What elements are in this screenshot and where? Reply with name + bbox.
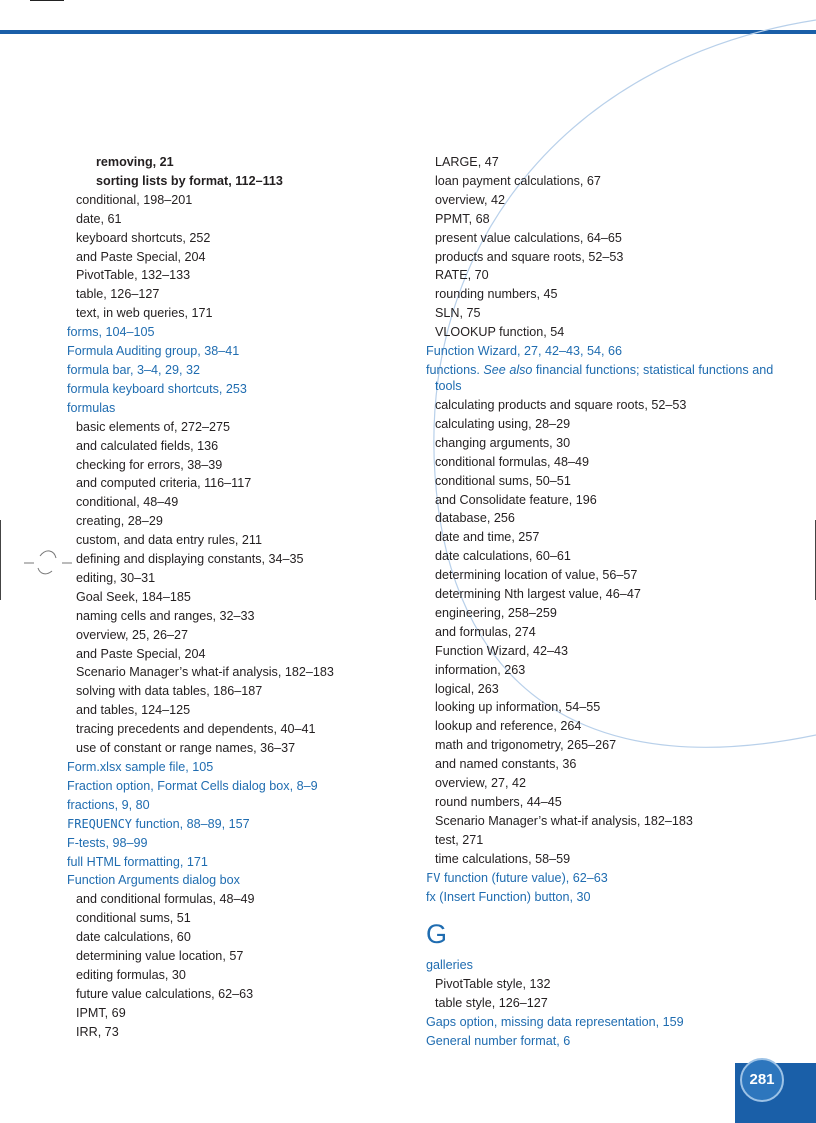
index-entry[interactable]: fractions, 9, 80: [67, 797, 150, 812]
index-entry[interactable]: [67, 815, 407, 834]
index-subentry: time calculations, 58–59: [435, 851, 571, 866]
index-entry[interactable]: F-tests, 98–99: [67, 835, 148, 850]
index-subentry: conditional, 198–201: [76, 192, 193, 207]
index-entry[interactable]: formula bar, 3–4, 29, 32: [67, 362, 201, 377]
index-subentry: information, 263: [435, 662, 526, 677]
index-subentry: custom, and data entry rules, 211: [76, 533, 262, 548]
index-entry[interactable]: [426, 362, 786, 394]
index-subentry: lookup and reference, 264: [435, 719, 582, 734]
index-subentry: test, 271: [435, 832, 484, 847]
index-subentry: determining Nth largest value, 46–47: [435, 587, 641, 602]
index-subentry: basic elements of, 272–275: [76, 419, 231, 434]
index-subentry: tracing precedents and dependents, 40–41: [76, 722, 316, 737]
index-subentry: removing, 21: [96, 155, 174, 169]
index-subentry: loan payment calculations, 67: [435, 173, 601, 188]
index-subentry: database, 256: [435, 511, 515, 526]
index-entry[interactable]: Function Wizard, 27, 42–43, 54, 66: [426, 344, 623, 359]
index-subentry: editing, 30–31: [76, 570, 156, 585]
index-subentry: solving with data tables, 186–187: [76, 684, 263, 699]
entry-text: function, 88–89, 157: [135, 816, 250, 831]
index-entry[interactable]: forms, 104–105: [67, 325, 155, 340]
index-entry[interactable]: Form.xlsx sample file, 105: [67, 760, 214, 774]
index-column-right: [426, 153, 786, 1051]
index-subentry: and named constants, 36: [435, 757, 577, 772]
index-subentry: date and time, 257: [435, 530, 540, 545]
see-also-label: See also: [483, 362, 533, 377]
index-subentry: and Paste Special, 204: [76, 249, 206, 264]
index-subentry: calculating using, 28–29: [435, 416, 571, 431]
index-entry[interactable]: Fraction option, Format Cells dialog box, 8–9: [67, 778, 318, 793]
index-subentry: looking up information, 54–55: [435, 700, 601, 715]
index-subentry: Function Wizard, 42–43: [435, 643, 569, 658]
index-subentry: and Consolidate feature, 196: [435, 492, 597, 507]
index-subentry: IRR, 73: [76, 1024, 119, 1039]
index-subentry: and conditional formulas, 48–49: [76, 892, 255, 907]
index-subentry: SLN, 75: [435, 306, 481, 321]
index-entry[interactable]: formulas: [67, 400, 116, 415]
index-subentry: use of constant or range names, 36–37: [76, 741, 296, 756]
index-subentry: round numbers, 44–45: [435, 795, 562, 809]
index-subentry: Scenario Manager’s what-if analysis, 182–183: [76, 665, 334, 680]
index-subentry: date, 61: [76, 211, 122, 226]
index-entry[interactable]: Function Arguments dialog box: [67, 873, 240, 888]
index-subentry: engineering, 258–259: [435, 605, 557, 620]
code-term: FV: [426, 870, 441, 885]
index-subentry: keyboard shortcuts, 252: [76, 230, 211, 245]
index-subentry: overview, 42: [435, 192, 506, 207]
index-subentry: rounding numbers, 45: [435, 287, 558, 302]
index-subentry: conditional sums, 51: [76, 911, 191, 926]
index-subentry: PPMT, 68: [435, 211, 490, 226]
index-subentry: LARGE, 47: [435, 155, 499, 169]
index-subentry: sorting lists by format, 112–113: [96, 173, 283, 188]
index-subentry: date calculations, 60–61: [435, 549, 571, 564]
index-subentry: determining location of value, 56–57: [435, 568, 638, 583]
top-crop-mark: [30, 0, 64, 1]
index-subentry: math and trigonometry, 265–267: [435, 738, 617, 753]
index-subentry: checking for errors, 38–39: [76, 457, 223, 472]
index-subentry: defining and displaying constants, 34–35: [76, 552, 304, 567]
index-subentry: products and square roots, 52–53: [435, 249, 624, 264]
index-subentry: PivotTable, 132–133: [76, 268, 191, 283]
index-subentry: overview, 25, 26–27: [76, 627, 189, 642]
index-subentry: conditional formulas, 48–49: [435, 454, 590, 469]
index-subentry: VLOOKUP function, 54: [435, 325, 565, 340]
index-subentry: creating, 28–29: [76, 514, 163, 529]
index-subentry: present value calculations, 64–65: [435, 230, 622, 245]
see-also-targets: financial functions; statistical functions and tools: [435, 362, 774, 393]
index-subentry: Goal Seek, 184–185: [76, 589, 191, 604]
index-subentry: overview, 27, 42: [435, 776, 527, 791]
index-subentry: and tables, 124–125: [76, 703, 191, 718]
entry-text: function (future value), 62–63: [443, 870, 608, 885]
index-subentry: RATE, 70: [435, 268, 489, 283]
page-number: 281: [740, 1058, 784, 1102]
index-column-left: [67, 153, 407, 1042]
index-subentry: IPMT, 69: [76, 1005, 126, 1020]
index-entry[interactable]: Formula Auditing group, 38–41: [67, 344, 240, 359]
section-letter: G: [426, 919, 448, 950]
index-subentry: logical, 263: [435, 681, 499, 696]
index-subentry: calculating products and square roots, 52–53: [435, 397, 687, 412]
index-subentry: editing formulas, 30: [76, 967, 186, 982]
index-subentry: and computed criteria, 116–117: [76, 476, 252, 491]
index-subentry: naming cells and ranges, 32–33: [76, 608, 255, 623]
index-subentry: and Paste Special, 204: [76, 646, 206, 661]
index-subentry: determining value location, 57: [76, 949, 244, 964]
code-term: FREQUENCY: [67, 816, 133, 831]
index-subentry: Scenario Manager’s what-if analysis, 182–183: [435, 813, 693, 828]
index-subentry: PivotTable style, 132: [435, 977, 551, 992]
index-subentry: conditional sums, 50–51: [435, 473, 571, 488]
index-subentry: changing arguments, 30: [435, 435, 571, 450]
index-entry[interactable]: Gaps option, missing data representation, 159: [426, 1015, 684, 1030]
index-subentry: text, in web queries, 171: [76, 306, 213, 321]
index-subentry: table, 126–127: [76, 287, 160, 302]
index-subentry: and calculated fields, 136: [76, 438, 219, 453]
index-subentry: and formulas, 274: [435, 624, 536, 639]
left-crop-mark: [0, 520, 1, 600]
index-subentry: conditional, 48–49: [76, 495, 179, 510]
index-entry[interactable]: full HTML formatting, 171: [67, 854, 208, 869]
index-subentry: future value calculations, 62–63: [76, 986, 254, 1001]
index-entry[interactable]: fx (Insert Function) button, 30: [426, 889, 591, 904]
index-subentry: table style, 126–127: [435, 996, 548, 1011]
index-entry[interactable]: formula keyboard shortcuts, 253: [67, 381, 247, 396]
entry-text: functions.: [426, 362, 480, 377]
index-subentry: date calculations, 60: [76, 930, 191, 945]
index-entry[interactable]: galleries: [426, 958, 473, 973]
header-rule: [0, 30, 816, 34]
index-entry[interactable]: General number format, 6: [426, 1034, 571, 1049]
index-entry[interactable]: [426, 869, 786, 888]
